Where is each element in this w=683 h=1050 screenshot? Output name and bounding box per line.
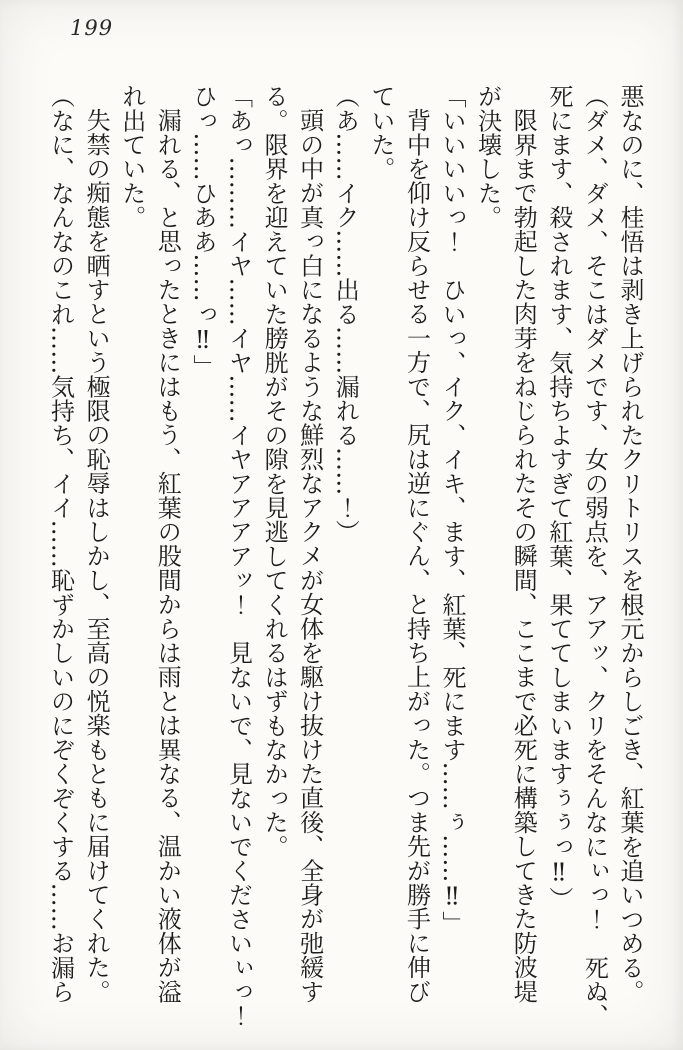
text-line: （なに、なんなのこれ……気持ち、イイ……恥ずかしいのにぞくぞくする……お漏ら bbox=[46, 84, 75, 1004]
text-line: （ダメ、ダメ、そこはダメです、女の弱点を、アアッ、クリをそんなにぃっ！ 死ぬ、 bbox=[580, 84, 609, 1028]
text-line: 背中を仰け反らせる一方で、尻は逆にぐん、と持ち上がった。つま先が勝手に伸び bbox=[402, 108, 431, 1004]
text-line: 失禁の痴態を晒すという極限の恥辱はしかし、至高の悦楽もともに届けてくれた。 bbox=[82, 108, 111, 1004]
page-number: 199 bbox=[70, 16, 114, 40]
text-line: （あ……イク……出る……漏れる……！） bbox=[331, 84, 360, 544]
text-line: 頭の中が真っ白になるような鮮烈なアクメが女体を駆け抜けた直後、全身が弛緩す bbox=[295, 108, 324, 1004]
text-line: ひっ……ひああ……っ‼」 bbox=[188, 84, 217, 379]
text-line: ていた。 bbox=[366, 84, 395, 181]
page-text bbox=[33, 84, 647, 1028]
text-line: が決壊した。 bbox=[473, 84, 502, 230]
text-line: る。限界を迎えていた膀胱がその隙を見逃してくれるはずもなかった。 bbox=[260, 84, 289, 859]
text-line: 限界まで勃起した肉芽をねじられたその瞬間、ここまで必死に構築してきた防波堤 bbox=[509, 108, 538, 1004]
text-line: 「あっ………イヤ……イヤ……イヤアアアアッ！ 見ないで、見ないでくださいぃっ！ bbox=[224, 84, 253, 1028]
text-line: 死にます、殺されます、気持ちよすぎて紅葉、果ててしまいますぅぅっ‼） bbox=[544, 84, 573, 911]
text-line: れ出ていた。 bbox=[117, 84, 146, 230]
text-line: 漏れる、と思ったときにはもう、紅葉の股間からは雨とは異なる、温かい液体が溢 bbox=[153, 108, 182, 1004]
text-line: 悪なのに、桂悟は剥き上げられたクリトリスを根元からしごき、紅葉を追いつめる。 bbox=[616, 84, 644, 1004]
text-line: 「いいいいっ！ ひいっ、イク、イキ、ます、紅葉、死にます……ぅ……‼」 bbox=[438, 84, 467, 935]
